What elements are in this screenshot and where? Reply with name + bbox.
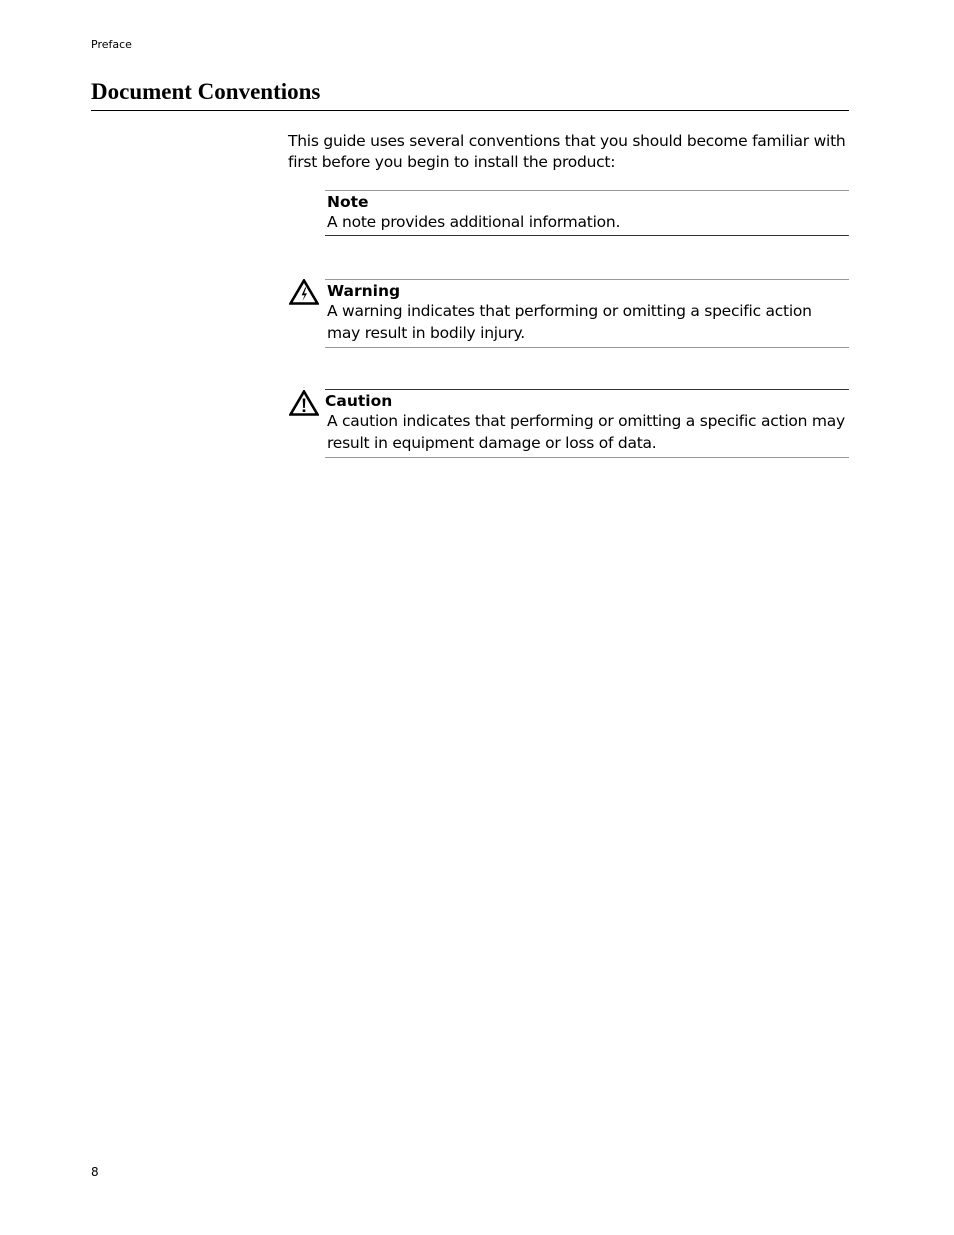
note-title: Note xyxy=(327,193,369,211)
caution-body: A caution indicates that performing or omitting a specific action may result in equipment damage or loss of data. xyxy=(327,412,845,452)
caution-admonition xyxy=(325,389,849,458)
page-number: 8 xyxy=(91,1165,99,1179)
running-header: Preface xyxy=(91,38,132,51)
caution-title: Caution xyxy=(325,392,393,410)
exclamation-triangle-icon xyxy=(289,390,319,416)
warning-admonition xyxy=(325,279,849,348)
note-body: A note provides additional information. xyxy=(327,213,621,231)
electric-hazard-triangle-icon xyxy=(289,279,319,305)
section-title: Document Conventions xyxy=(91,79,321,104)
warning-title: Warning xyxy=(327,282,401,300)
intro-paragraph: This guide uses several conventions that you should become familiar with first before you begin to install the product: xyxy=(288,132,846,171)
note-admonition xyxy=(325,190,849,236)
warning-body: A warning indicates that performing or omitting a specific action may result in bodily injury. xyxy=(327,302,812,342)
title-rule xyxy=(91,110,849,111)
